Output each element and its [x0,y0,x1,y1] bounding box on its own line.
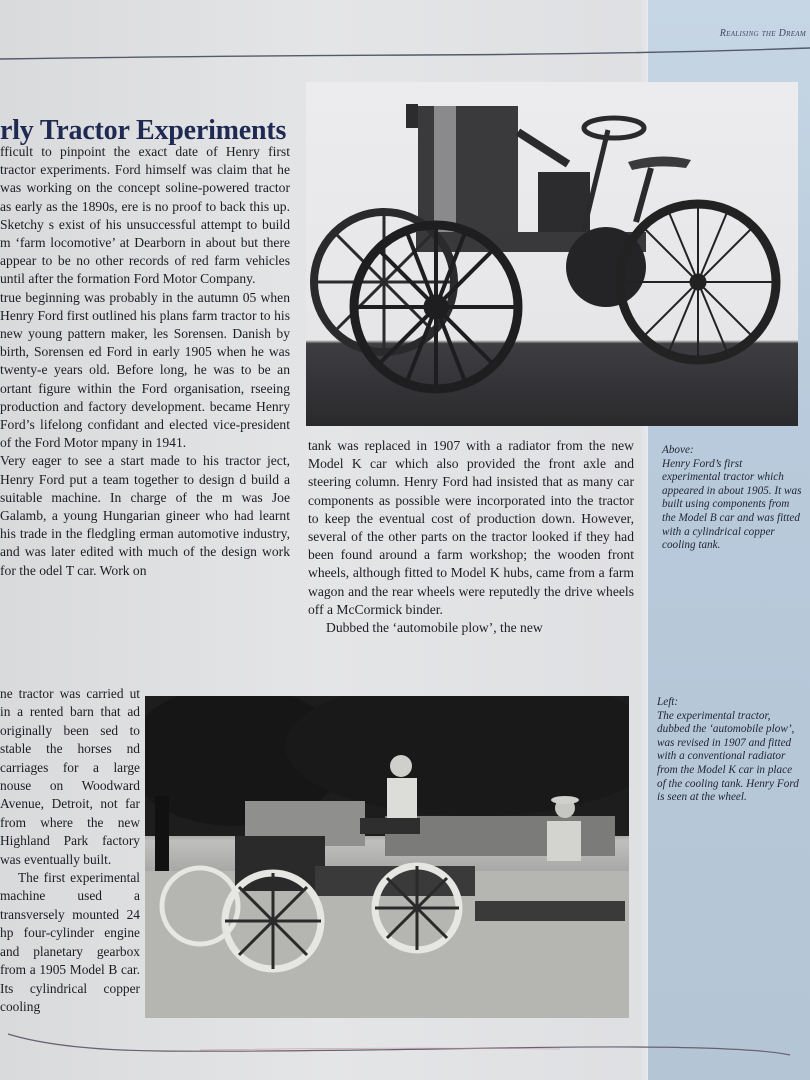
paragraph: ne tractor was carried ut in a rented barn that ad originally been sed to stable the horses nd carriages for a large nouse on Woodward Avenue, Detroit, not far from where the new Highland Park factory was eventually built. [0,686,140,867]
article-left-column-lower [0,685,140,1016]
running-head: Realising the Dream [719,28,806,39]
photo-experimental-tractor [306,82,798,426]
article-title: rly Tractor Experiments [0,114,287,146]
article-middle-column [308,437,634,637]
paragraph: Dubbed the ‘automobile plow’, the new [326,620,543,636]
photo-automobile-plow [145,696,629,1018]
caption-above-photo [662,444,802,553]
top-rule-divider [0,47,810,61]
paragraph: The first experimental machine used a transversely mounted 24 hp four-cylinder engine and planetary gearbox from a 1905 Model B car. Its cylindrical copper cooling [0,870,140,1014]
paragraph: Very eager to see a start made to his tractor ject, Henry Ford put a team together to design d build a suitable machine. In charge of the m was Joe Galamb, a young Hungarian gineer who had learnt his trade in the fledgling erman automotive industry, and was later edited with much of the design work for the odel T car. Work on [0,453,290,578]
bottom-rule-divider [0,1028,810,1068]
caption-label: Left: [657,696,679,708]
article-left-column [0,143,290,580]
caption-text: The experimental tractor, dubbed the ‘automobile plow’, was revised in 1907 and fitted with a conventional radiator from the Model K car in place of the cooling tank. Henry Ford is seen at the wheel. [657,709,799,804]
tractor-illustration [306,82,798,426]
caption-label: Above: [662,444,694,456]
paragraph: true beginning was probably in the autumn 05 when Henry Ford first outlined his plans farm tractor to his new young pattern maker, les Sorensen. Danish by birth, Sorensen ed Ford in early 1905 when he was twenty-e years old. Before long, he was to be an ortant figure within the Ford organisation, rseeing production and factory development. became Henry Ford’s lifelong confidant and elected vice-president of the Ford Motor mpany in 1941. [0,289,290,451]
caption-left-photo [657,696,802,805]
automobile-plow-illustration [145,696,629,1018]
caption-text: Henry Ford’s first experimental tractor which appeared in about 1905. It was built using components from the Model B car and was fitted with a cylindrical copper cooling tank. [662,457,802,552]
paragraph: tank was replaced in 1907 with a radiator from the new Model K car which also provided the front axle and steering column. Henry Ford had insisted that as many car components as possible were incorporated into the tractor to keep the eventual cost of production down. However, several of the other parts on the tractor looked if they had been found around a farm workshop; the wooden front wheels, although fitted to Model K hubs, came from a farm wagon and the rear wheels were reputedly the drive wheels off a McCormick binder. [308,438,634,617]
paragraph: fficult to pinpoint the exact date of Henry first tractor experiments. Ford himself was claim that he was working on the concept soline-powered tractor as early as the 1890s, ere is no proof to back this up. Sketchy s exist of his unsuccessful attempt to build m ‘farm locomotive’ at Dearborn in about but there appear to be no other records of red farm vehicles until after the formation Ford Motor Company. [0,144,290,287]
